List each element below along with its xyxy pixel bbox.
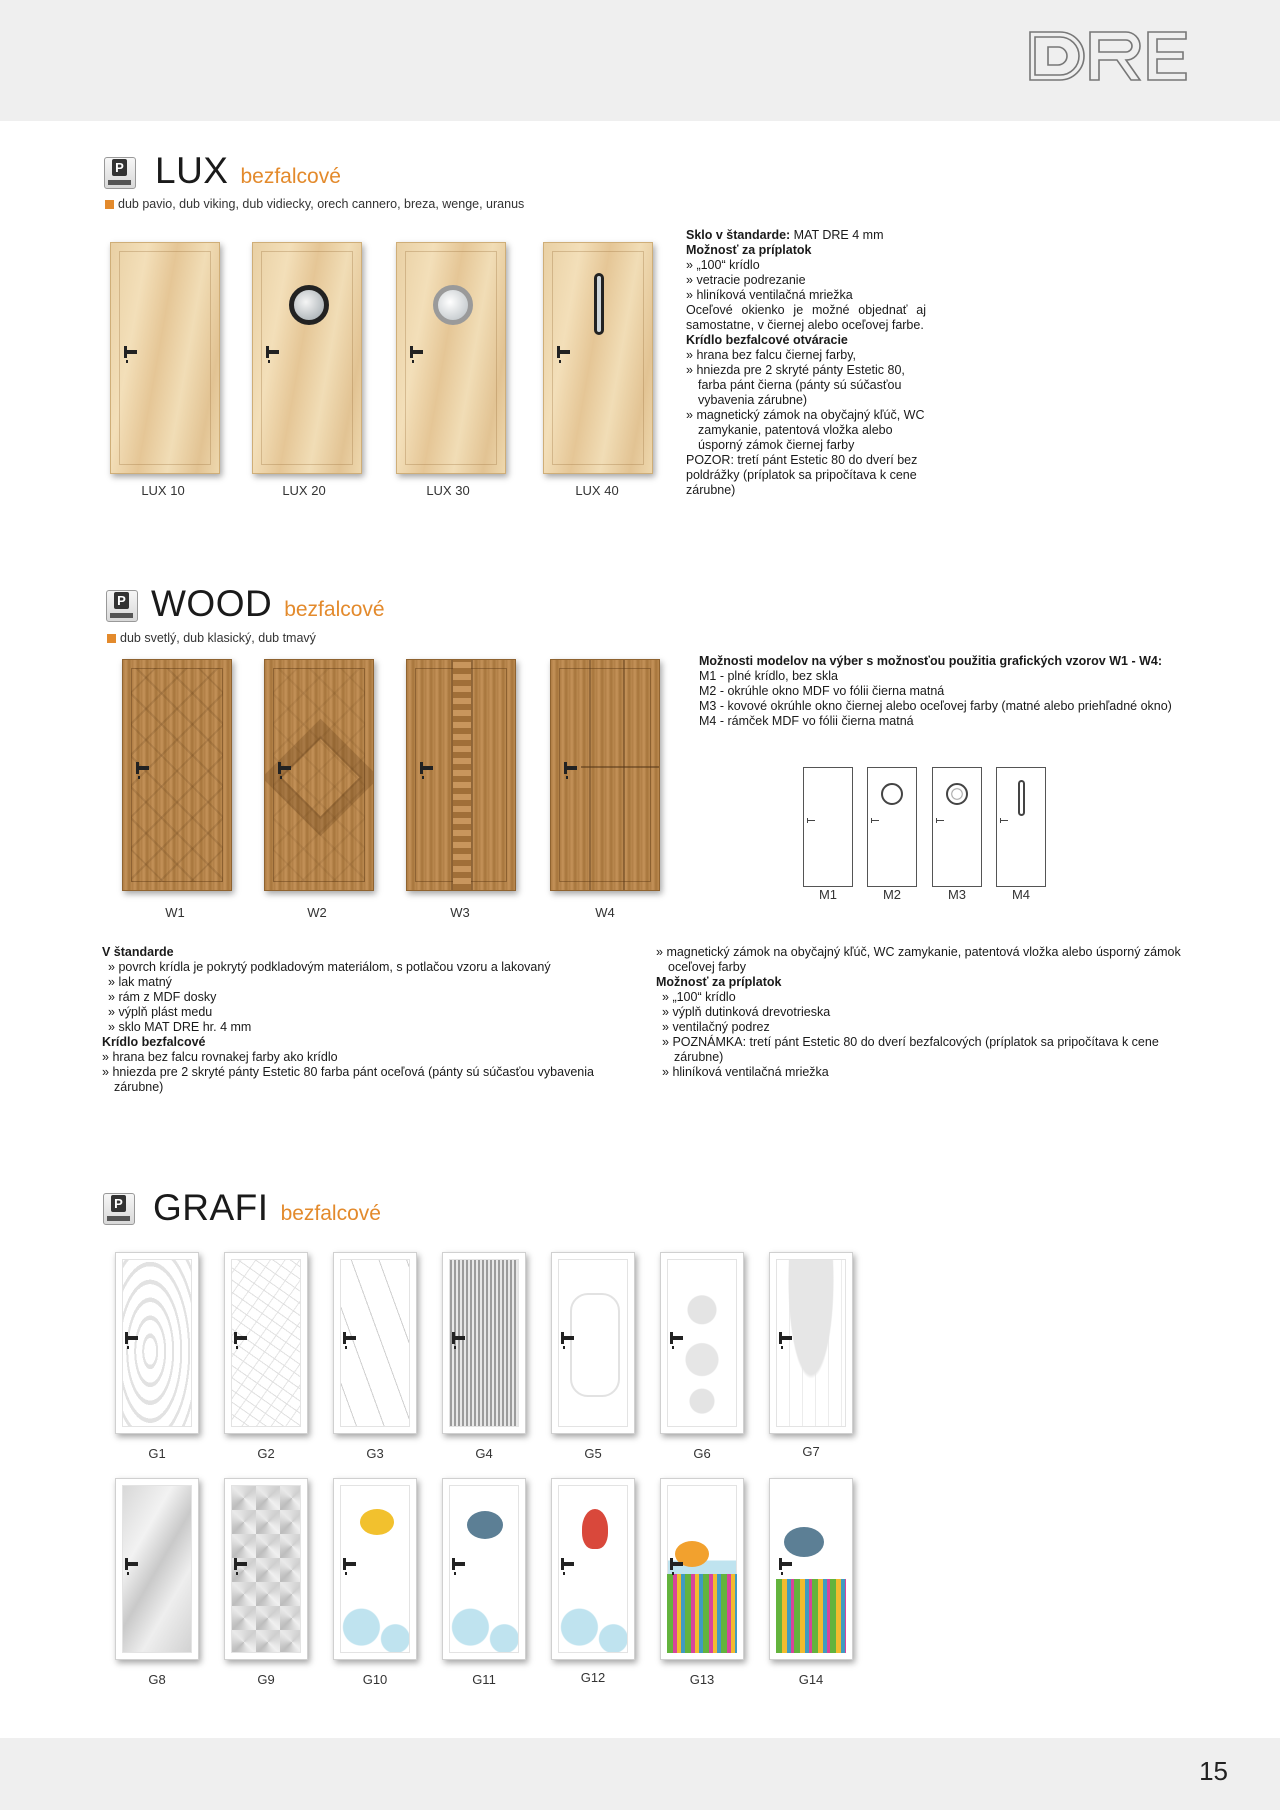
door-lux-30 [396,242,506,474]
grafi-label: G8 [148,1672,166,1687]
door-g10 [333,1478,417,1660]
list-item: » hliníková ventilačná mriežka [662,1065,1196,1080]
door-handle-icon [137,766,149,770]
list-item: » hniezda pre 2 skryté pánty Estetic 80 farba pánt oceľová (pánty sú súčasťou vybavenia zárubne) [102,1065,622,1095]
list-item: » ventilačný podrez [662,1020,1196,1035]
door-handle-icon [780,1336,792,1340]
door-lux-40 [543,242,653,474]
grafi-label: G13 [689,1672,715,1687]
lux-colors-text: dub pavio, dub viking, dub vidiecky, orech cannero, breza, wenge, uranus [118,197,525,211]
diagram-door-m2 [867,767,917,887]
door-handle-icon [453,1562,465,1566]
wood-title: WOOD [151,583,273,624]
door-handle-icon [344,1562,356,1566]
list-item: » hliníková ventilačná mriežka [686,288,926,303]
list-item: » výplň plást medu [108,1005,622,1020]
door-g8 [115,1478,199,1660]
door-g4 [442,1252,526,1434]
door-handle-icon [279,766,291,770]
list-item: » povrch krídla je pokrytý podkladovým materiálom, s potlačou vzoru a lakovaný [108,960,622,975]
wood-label-1: W1 [165,905,185,920]
window-note: Oceľové okienko je možné objednať aj samostatne, v čiernej alebo oceľovej farbe. [686,303,926,332]
list-item: » magnetický zámok na obyčajný kľúč, WC zamykanie, patentová vložka alebo úsporný zámok oceľovej farby [656,945,1196,975]
door-g5 [551,1252,635,1434]
slot-frame-icon [1018,780,1025,816]
page-footer-band [0,1738,1280,1810]
diagram-door-m3 [932,767,982,887]
lux-wing-title: Krídlo bezfalcové otváracie [686,333,848,347]
wood-standard-text [102,945,622,1095]
diagram-label-m1: M1 [818,887,838,902]
door-handle-icon [235,1336,247,1340]
lux-label-1: LUX 10 [141,483,185,498]
lux-label-2: LUX 20 [282,483,326,498]
door-w1 [122,659,232,891]
list-item: M1 - plné krídlo, bez skla [699,669,838,683]
bullet-square-icon [105,200,114,209]
grafi-label: G9 [257,1672,275,1687]
lux-warning: POZOR: tretí pánt Estetic 80 do dverí bez poldrážky (príplatok sa pripočítava k cene zárubne) [686,453,918,497]
list-item: » lak matný [108,975,622,990]
glass-value: MAT DRE 4 mm [790,228,884,242]
grafi-label: G2 [257,1446,275,1461]
list-item: » hrana bez falcu rovnakej farby ako krídlo [102,1050,622,1065]
list-item: » hniezda pre 2 skryté pánty Estetic 80, farba pánt čierna (pánty sú súčasťou vybavenia zárubne) [686,363,926,408]
door-handle-icon [562,1562,574,1566]
grafi-label: G14 [798,1672,824,1687]
blue-fish-icon [467,1511,503,1539]
door-handle-icon [344,1336,356,1340]
list-item: M4 - rámček MDF vo fólii čierna matná [699,714,914,728]
lux-heading [155,150,341,192]
grafi-title: GRAFI [153,1187,269,1228]
list-item: » vetracie podrezanie [686,273,926,288]
lux-colors [105,197,524,211]
wood-options-title: Možnosti modelov na výber s možnosťou použitia grafických vzorov W1 - W4: [699,654,1162,668]
wood-surcharge-title: Možnosť za príplatok [656,975,782,989]
door-handle-icon [411,350,423,354]
dre-logo [1026,28,1190,89]
wood-options-text [699,654,1199,729]
door-g12 [551,1478,635,1660]
lux-surcharge-title: Možnosť za príplatok [686,243,812,257]
list-item: » hrana bez falcu čiernej farby, [686,348,926,363]
door-handle-icon [565,766,577,770]
door-handle-icon [126,1562,138,1566]
wood-subtitle: bezfalcové [284,598,385,621]
grafi-label: G3 [366,1446,384,1461]
wood-label-3: W3 [450,905,470,920]
list-item: » „100“ krídlo [662,990,1196,1005]
lux-subtitle: bezfalcové [240,165,341,188]
door-handle-icon [671,1336,683,1340]
door-handle-icon [126,1336,138,1340]
grafi-heading [153,1187,381,1229]
list-item: » výplň dutinková drevotrieska [662,1005,1196,1020]
wood-colors-text: dub svetlý, dub klasický, dub tmavý [120,631,316,645]
diagram-label-m3: M3 [947,887,967,902]
grafi-label: G4 [475,1446,493,1461]
door-handle-icon [267,350,279,354]
list-item: » „100“ krídlo [686,258,926,273]
lux-label-4: LUX 40 [575,483,619,498]
slot-window-icon [594,273,604,335]
metal-round-window-icon [946,783,968,805]
wood-colors [107,631,316,645]
door-w4 [550,659,660,891]
glass-label: Sklo v štandarde: [686,228,791,242]
door-g6 [660,1252,744,1434]
octopus-icon [582,1509,608,1549]
wood-label-2: W2 [307,905,327,920]
premium-badge-icon: P [104,157,136,189]
diagram-label-m4: M4 [1011,887,1031,902]
door-handle-icon [780,1562,792,1566]
dre-logo-icon [1026,28,1190,84]
diagram-label-m2: M2 [882,887,902,902]
yellow-fish-icon [360,1509,394,1535]
door-handle-icon [558,350,570,354]
door-w2 [264,659,374,891]
grafi-label: G12 [580,1670,606,1685]
door-g13 [660,1478,744,1660]
door-w3 [406,659,516,891]
door-g11 [442,1478,526,1660]
door-handle-icon [125,350,137,354]
grafi-label: G11 [472,1672,496,1687]
grafi-label: G10 [362,1672,388,1687]
list-item: » magnetický zámok na obyčajný kľúč, WC zamykanie, patentová vložka alebo úsporný zámok čiernej farby [686,408,926,453]
door-g2 [224,1252,308,1434]
list-item: » rám z MDF dosky [108,990,622,1005]
grafi-label: G5 [584,1446,602,1461]
door-g9 [224,1478,308,1660]
grafi-subtitle: bezfalcové [280,1202,381,1225]
steel-porthole-icon [433,285,473,325]
wood-right-text [656,945,1196,1080]
door-lux-10 [110,242,220,474]
premium-badge-icon: P [106,590,138,622]
page-number: 15 [1199,1756,1228,1786]
grafi-label: G6 [693,1446,711,1461]
door-lux-20 [252,242,362,474]
list-item: » sklo MAT DRE hr. 4 mm [108,1020,622,1035]
wood-heading [151,583,385,625]
list-item: » POZNÁMKA: tretí pánt Estetic 80 do dverí bezfalcových (príplatok sa pripočítava k cene zárubne) [662,1035,1196,1065]
list-item: M3 - kovové okrúhle okno čiernej alebo oceľovej farby (matné alebo priehľadné okno) [699,699,1172,713]
diagram-door-m1 [803,767,853,887]
black-porthole-icon [289,285,329,325]
grafi-label: G7 [802,1444,820,1459]
list-item: M2 - okrúhle okno MDF vo fólii čierna matná [699,684,945,698]
door-handle-icon [453,1336,465,1340]
wood-label-4: W4 [595,905,615,920]
grafi-label: G1 [148,1446,166,1461]
door-g1 [115,1252,199,1434]
lux-label-3: LUX 30 [426,483,470,498]
door-handle-icon [421,766,433,770]
door-g7 [769,1252,853,1434]
door-handle-icon [671,1562,683,1566]
door-g14 [769,1478,853,1660]
premium-badge-icon: P [103,1193,135,1225]
door-handle-icon [562,1336,574,1340]
diagram-door-m4 [996,767,1046,887]
lux-title: LUX [155,150,229,191]
wood-wing-title: Krídlo bezfalcové [102,1035,206,1049]
blue-fish-icon [784,1527,824,1557]
lux-spec-text [686,228,926,498]
bullet-square-icon [107,634,116,643]
round-window-icon [881,783,903,805]
wood-standard-title: V štandarde [102,945,174,959]
door-handle-icon [235,1562,247,1566]
door-g3 [333,1252,417,1434]
